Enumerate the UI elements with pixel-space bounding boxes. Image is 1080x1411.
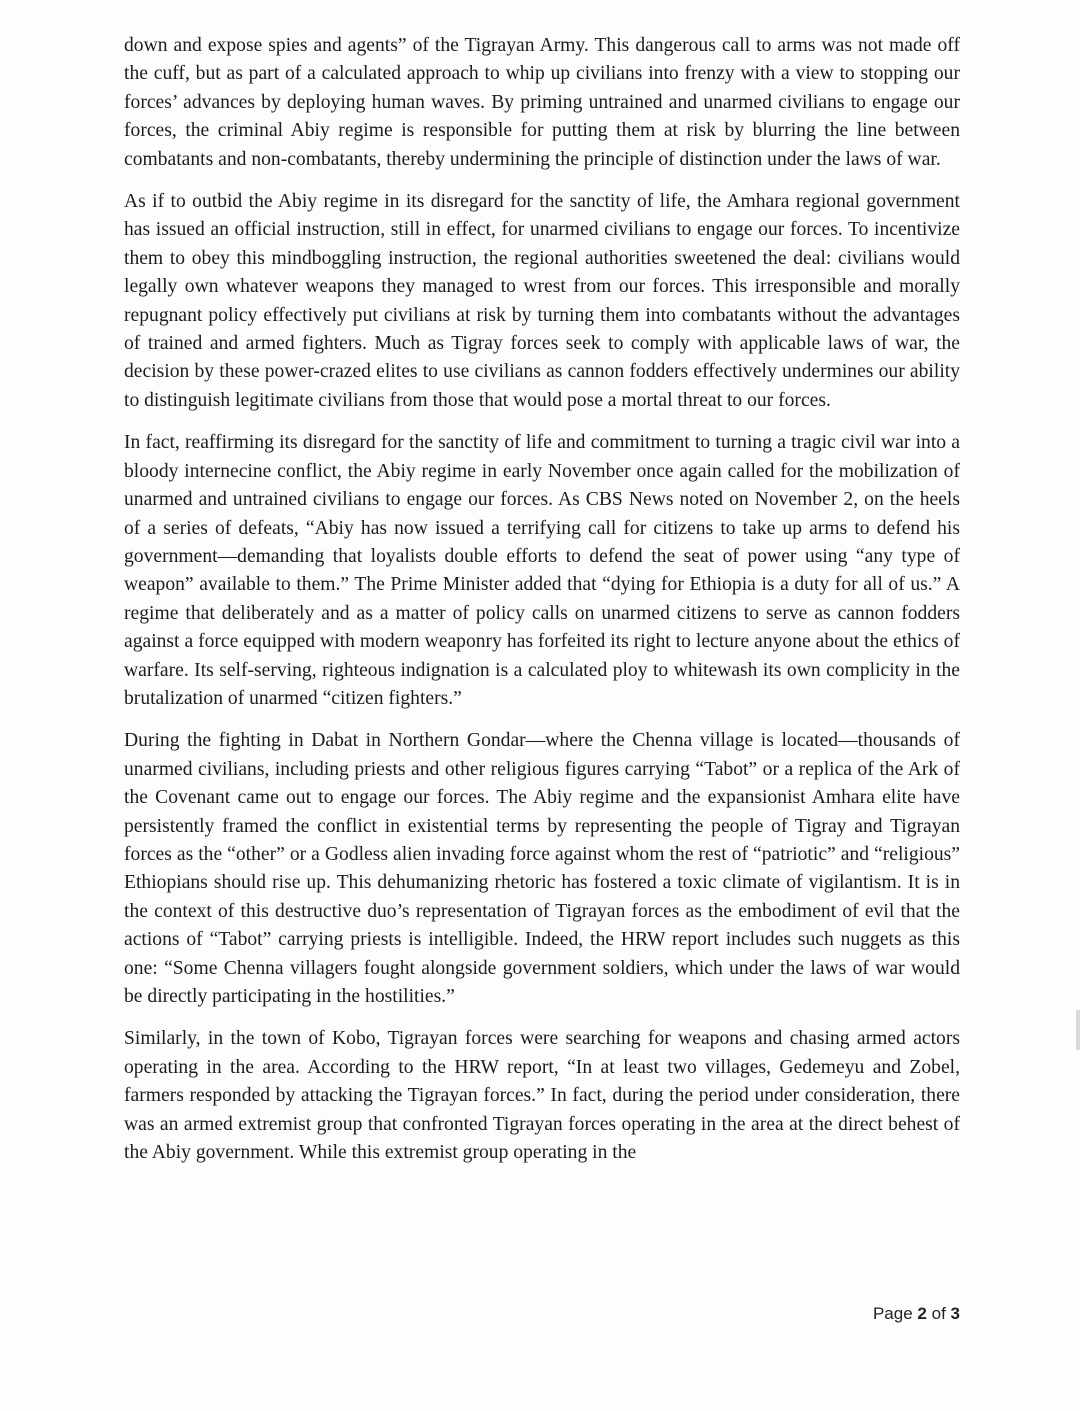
paragraph-1: down and expose spies and agents” of the Tigrayan Army. This dangerous call to arms was not made off the cuff, but as part of a calculated approach to whip up civilians into frenzy with a view to stopping our forces’ advances by deploying human waves. By priming untrained and unarmed civilians to engage our forces, the criminal Abiy regime is responsible for putting them at risk by blurring the line between combatants and non-combatants, thereby undermining the principle of distinction under the laws of war. xyxy=(124,35,960,170)
document-body xyxy=(124,32,960,1181)
of-label: of xyxy=(931,1304,946,1323)
current-page-number: 2 xyxy=(917,1304,927,1323)
paragraph-2: As if to outbid the Abiy regime in its disregard for the sanctity of life, the Amhara regional government has issued an official instruction, still in effect, for unarmed civilians to engage our forces. To incentivize them to obey this mindboggling instruction, the regional authorities sweetened the deal: civilians would legally own whatever weapons they managed to wrest from our forces. This irresponsible and morally repugnant policy effectively put civilians at risk by turning them into combatants without the advantages of trained and armed fighters. Much as Tigray forces seek to comply with applicable laws of war, the decision by these power-crazed elites to use civilians as cannon fodders effectively undermines our ability to distinguish legitimate civilians from those that would pose a mortal threat to our forces. xyxy=(124,191,960,411)
page-number-footer xyxy=(873,1304,960,1324)
paragraph-3: In fact, reaffirming its disregard for the sanctity of life and commitment to turning a tragic civil war into a bloody internecine conflict, the Abiy regime in early November once again called for the mobilization of unarmed and untrained civilians to engage our forces. As CBS News noted on November 2, on the heels of a series of defeats, “Abiy has now issued a terrifying call for citizens to take up arms to defend his government—demanding that loyalists double efforts to defend the seat of power using “any type of weapon” available to them.” The Prime Minister added that “dying for Ethiopia is a duty for all of us.” A regime that deliberately and as a matter of policy calls on unarmed citizens to serve as cannon fodders against a force equipped with modern weaponry has forfeited its right to lecture anyone about the ethics of warfare. Its self-serving, righteous indignation is a calculated ploy to whitewash its own complicity in the brutalization of unarmed “citizen fighters.” xyxy=(124,432,960,709)
paragraph-4: During the fighting in Dabat in Northern Gondar—where the Chenna village is located—thousands of unarmed civilians, including priests and other religious figures carrying “Tabot” or a replica of the Ark of the Covenant came out to engage our forces. The Abiy regime and the expansionist Amhara elite have persistently framed the conflict in existential terms by representing the people of Tigray and Tigrayan forces as the “other” or a Godless alien invading force against whom the rest of “patriotic” and “religious” Ethiopians should rise up. This dehumanizing rhetoric has fostered a toxic climate of vigilantism. It is in the context of this destructive duo’s representation of Tigrayan forces as the embodiment of evil that the actions of “Tabot” carrying priests is intelligible. Indeed, the HRW report includes such nuggets as this one: “Some Chenna villagers fought alongside government soldiers, which under the laws of war would be directly participating in the hostilities.” xyxy=(124,730,960,1007)
page-label: Page xyxy=(872,1304,913,1323)
total-pages-number: 3 xyxy=(950,1304,960,1323)
paragraph-5: Similarly, in the town of Kobo, Tigrayan forces were searching for weapons and chasing armed actors operating in the area. According to the HRW report, “In at least two villages, Gedemeyu and Zobel, farmers responded by attacking the Tigrayan forces.” In fact, during the period under consideration, there was an armed extremist group that confronted Tigrayan forces operating in the area at the direct behest of the Abiy government. While this extremist group operating in the xyxy=(124,1028,960,1164)
scan-edge-mark xyxy=(1076,1010,1080,1050)
